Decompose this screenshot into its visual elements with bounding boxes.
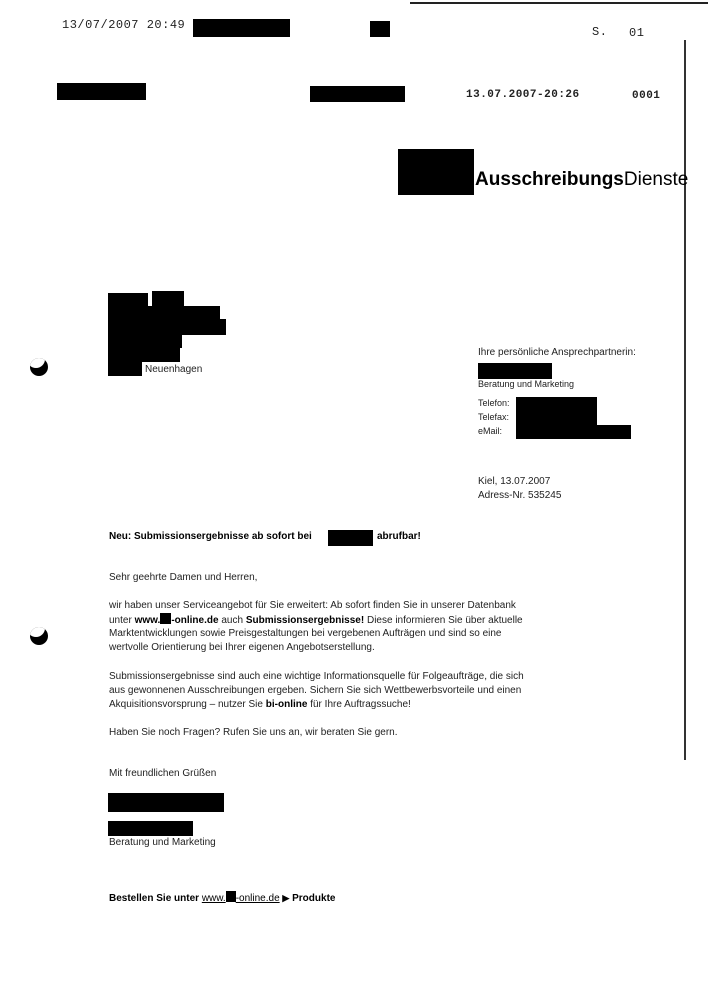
brand-bold-part: Ausschreibungs: [475, 169, 624, 190]
punch-hole-mark: [30, 358, 48, 376]
brand-logo-text: [475, 169, 688, 191]
signer-name-redaction: [108, 821, 193, 836]
p2-line3-pre: Akquisitionsvorsprung – nutzer Sie: [109, 699, 263, 710]
recipient-redaction: [108, 334, 182, 348]
paragraph1-line4: wertvolle Orientierung bei Ihrer eigenen Angebotserstellung.: [109, 642, 375, 653]
fax-page-label: S.: [592, 25, 608, 39]
p1-domain: -online.de: [171, 615, 219, 626]
salutation: Sehr geehrte Damen und Herren,: [109, 572, 258, 583]
address-number: Adress-Nr. 535245: [478, 490, 562, 501]
footer-post: Produkte: [292, 893, 336, 904]
redaction-block: [57, 83, 146, 100]
p1-www: www.: [134, 615, 161, 626]
recipient-city: Neuenhagen: [145, 364, 203, 375]
contact-email-label: eMail:: [478, 426, 503, 436]
footer-pre: Bestellen Sie unter: [109, 893, 200, 904]
subject-part2: abrufbar!: [377, 531, 421, 542]
paragraph2-line1: Submissionsergebnisse sind auch eine wichtige Informationsquelle für Folgeaufträge, die sich: [109, 671, 524, 682]
recipient-redaction: [108, 293, 148, 307]
domain-redaction: [226, 891, 236, 902]
p2-line3-post: für Ihre Auftragssuche!: [310, 699, 411, 710]
punch-hole-mark: [30, 627, 48, 645]
domain-redaction: [160, 613, 171, 624]
recipient-redaction: [108, 347, 180, 362]
contact-email-redaction: [516, 425, 631, 439]
place-date: Kiel, 13.07.2007: [478, 476, 551, 487]
paragraph1-line3: Marktentwicklungen sowie Preisgestaltungen bei vergebenen Aufträgen und sind so eine: [109, 628, 502, 639]
contact-phone-label: Telefon:: [478, 398, 510, 408]
fax-tx-datetime: 13.07.2007-20:26: [466, 89, 580, 101]
footer-url-domain: -online.de: [235, 893, 280, 904]
redaction-block: [370, 21, 390, 37]
signature-department: Beratung und Marketing: [109, 837, 216, 848]
p1-line2-bold: Submissionsergebnisse!: [245, 615, 365, 626]
p1-line2-pre: unter: [109, 615, 132, 626]
fax-datetime: 13/07/2007 20:49: [62, 18, 186, 32]
logo-redaction: [398, 149, 474, 195]
paragraph1-line1: wir haben unser Serviceangebot für Sie erweitert: Ab sofort finden Sie in unserer Datenbank: [109, 600, 516, 611]
footer-order-line: [109, 891, 335, 904]
paragraph2-line3: [109, 698, 411, 712]
closing: Mit freundlichen Grüßen: [109, 768, 217, 779]
paragraph3: Haben Sie noch Fragen? Rufen Sie uns an, wir beraten Sie gern.: [109, 727, 398, 738]
contact-name-redaction: [478, 363, 552, 379]
redaction-block: [193, 19, 290, 37]
recipient-redaction: [108, 319, 226, 335]
recipient-redaction: [152, 291, 184, 307]
contact-phone-redaction: [516, 397, 597, 411]
top-edge-line: [410, 2, 708, 4]
contact-fax-label: Telefax:: [478, 412, 510, 422]
fax-page-number: 01: [629, 26, 645, 40]
signature-redaction: [108, 793, 224, 812]
contact-heading: Ihre persönliche Ansprechpartnerin:: [478, 347, 636, 358]
p1-line2-post: Diese informieren Sie über aktuelle: [366, 615, 523, 626]
brand-regular-part: Dienste: [623, 169, 689, 190]
contact-department: Beratung und Marketing: [478, 379, 575, 389]
right-edge-line: [684, 40, 686, 760]
recipient-redaction: [108, 306, 220, 320]
paragraph1-line2: [109, 613, 523, 628]
subject-line: [109, 531, 312, 542]
p1-line2-mid: auch: [221, 615, 244, 626]
subject-redaction: [328, 530, 373, 546]
paragraph2-line2: aus gewonnenen Ausschreibungen ergeben. Sichern Sie sich Wettbewerbsvorteile und einen: [109, 685, 522, 696]
footer-url-www: www.: [201, 893, 226, 904]
footer-url[interactable]: [202, 893, 280, 904]
p2-line3-bold: bi-online: [265, 699, 308, 710]
contact-fax-redaction: [516, 411, 597, 425]
redaction-block: [310, 86, 405, 102]
fax-tx-seq: 0001: [632, 90, 661, 102]
recipient-redaction: [108, 362, 142, 376]
subject-part1: Neu: Submissionsergebnisse ab sofort bei: [109, 531, 312, 542]
footer-arrow-icon: ▶: [282, 893, 290, 903]
